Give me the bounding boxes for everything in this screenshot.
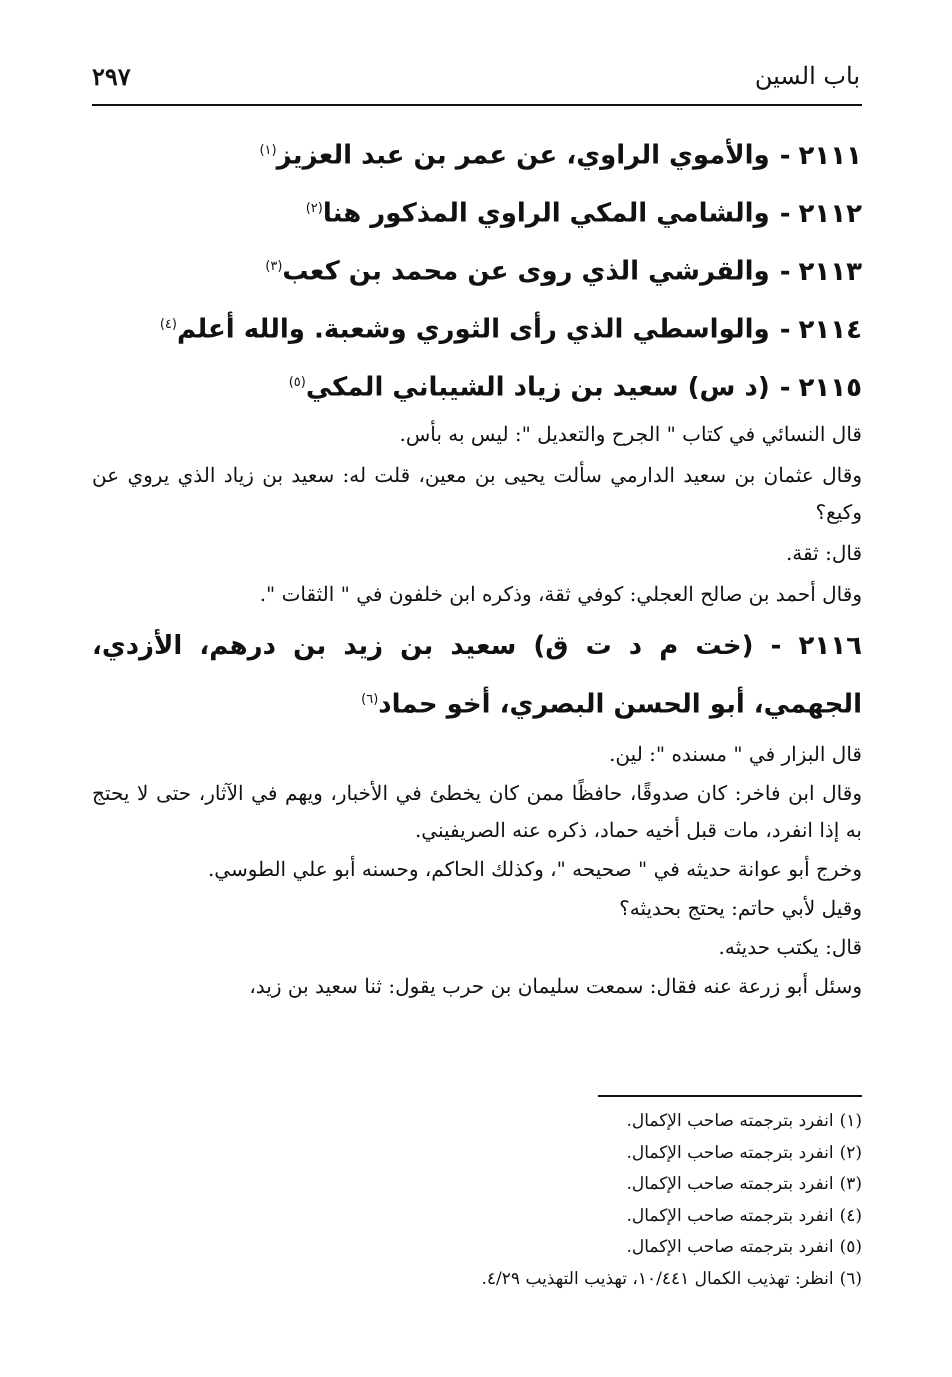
entry-2112: ٢١١٢-والشامي المكي الراوي المذكور هنا$^{(٢)}$: [305, 198, 862, 229]
entry-number: ٢١١١: [798, 140, 862, 171]
footnote-text: انفرد بترجمته صاحب الإكمال.: [626, 1142, 834, 1163]
entry-text: والشامي المكي الراوي المذكور هنا: [322, 198, 770, 229]
entry-text: (د س) سعيد بن زياد الشيباني المكي: [305, 372, 770, 403]
paragraph-abu-hatim: وقيل لأبي حاتم: يحتج بحديثه؟: [619, 895, 862, 920]
entry-number: ٢١١٤: [798, 314, 862, 345]
footnote-1: [92, 1106, 862, 1138]
entry-2116: ٢١١٦ - (خت م د ت ق) سعيد بن زيد بن درهم، الأزدي، الجهمي، أبو الحسن البصري، أخو حماد$^{(٦)}$: [92, 631, 862, 720]
footnote-text: انفرد بترجمته صاحب الإكمال.: [626, 1111, 834, 1131]
entry-number: ٢١١٥: [798, 372, 862, 403]
entry-text: والقرشي الذي روى عن محمد بن كعب: [282, 256, 770, 287]
entry-2111: ٢١١١-والأموي الراوي، عن عمر بن عبد العزيز$^{(١)}$: [259, 140, 862, 171]
chapter-title: باب السين: [754, 62, 860, 90]
footnote-mark: (٦): [839, 1268, 862, 1289]
paragraph-yuktab: قال: يكتب حديثه.: [718, 934, 862, 959]
footnote-text: انظر: تهذيب الكمال ١٠/٤٤١، تهذيب التهذيب ٤/٢٩.: [481, 1268, 834, 1289]
entry-2113: ٢١١٣-والقرشي الذي روى عن محمد بن كعب$^{(٣)}$: [265, 256, 862, 287]
entry-number: ٢١١٦: [798, 631, 862, 661]
paragraph-bazzar: قال البزار في " مسنده ": لين.: [609, 741, 862, 766]
footnote-text: انفرد بترجمته صاحب الإكمال.: [626, 1237, 834, 1257]
header-divider: [92, 104, 862, 106]
paragraph-thiqa: قال: ثقة.: [785, 541, 862, 565]
footnote-3: [92, 1169, 862, 1201]
footnote-mark: (٥): [839, 1237, 862, 1257]
page-number: ٢٩٧: [92, 62, 131, 91]
footnote-6: [92, 1264, 862, 1296]
footnote-mark: (٣): [839, 1174, 862, 1194]
page-body: [92, 122, 862, 1005]
paragraph-ijli: وقال أحمد بن صالح العجلي: كوفي ثقة، وذكره ابن خلفون في " الثقات ".: [259, 582, 862, 606]
footnotes-divider: [598, 1095, 862, 1097]
paragraph-abu-zura: وسئل أبو زرعة عنه فقال: سمعت سليمان بن حرب يقول: ثنا سعيد بن زيد،: [249, 973, 862, 998]
footnote-ref: (٦): [361, 692, 379, 707]
footnotes: [92, 1106, 862, 1295]
paragraph-nasai: قال النسائي في كتاب " الجرح والتعديل ": ليس به بأس.: [399, 422, 862, 446]
footnote-4: [92, 1201, 862, 1233]
footnote-text: انفرد بترجمته صاحب الإكمال.: [626, 1174, 834, 1194]
footnote-5: [92, 1232, 862, 1264]
footnote-ref: (١): [259, 143, 277, 158]
entry-number: ٢١١٣: [798, 256, 862, 287]
entry-2114: ٢١١٤-والواسطي الذي رأى الثوري وشعبة. والله أعلم$^{(٤)}$: [159, 314, 862, 345]
footnote-ref: (٥): [288, 375, 306, 390]
entry-text: والأموي الراوي، عن عمر بن عبد العزيز: [276, 140, 770, 171]
page-header: [92, 62, 860, 102]
footnote-mark: (٢): [839, 1142, 862, 1163]
footnote-2: [92, 1138, 862, 1170]
entry-number: ٢١١٢: [798, 198, 862, 229]
footnote-mark: (٤): [839, 1205, 862, 1226]
footnote-ref: (٣): [265, 259, 283, 274]
paragraph-abu-awana: وخرج أبو عوانة حديثه في " صحيحه "، وكذلك الحاكم، وحسنه أبو علي الطوسي.: [207, 856, 862, 881]
entry-text: (خت م د ت ق) سعيد بن زيد بن درهم، الأزدي، الجهمي، أبو الحسن البصري، أخو حماد: [92, 631, 862, 720]
paragraph-ibn-fakhir: وقال ابن فاخر: كان صدوقًا، حافظًا ممن كان يخطئ في الأخبار، ويهم في الآثار، حتى لا يحتج به إذا انفرد، مات قبل أخيه حماد، ذكره عنه الصريفيني.: [92, 780, 862, 842]
footnote-ref: (٤): [159, 317, 177, 332]
paragraph-darimi: وقال عثمان بن سعيد الدارمي سألت يحيى بن معين، قلت له: سعيد بن زياد الذي يروي عن وكيع؟: [92, 463, 862, 524]
entry-text: والواسطي الذي رأى الثوري وشعبة. والله أعلم: [176, 314, 770, 345]
footnote-mark: (١): [839, 1111, 862, 1131]
footnote-text: انفرد بترجمته صاحب الإكمال.: [626, 1205, 834, 1226]
footnote-ref: (٢): [305, 201, 323, 216]
entry-2115: ٢١١٥-(د س) سعيد بن زياد الشيباني المكي$^{(٥)}$: [288, 372, 862, 403]
